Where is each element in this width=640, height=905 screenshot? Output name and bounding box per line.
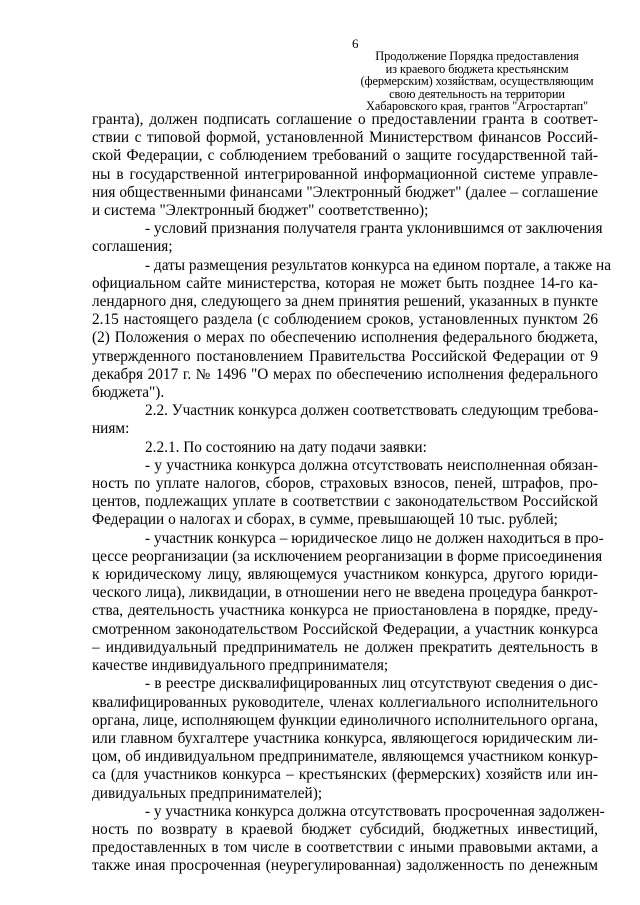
- text-line: лендарного дня, следующего за днем принятия решений, указанных в пункте: [92, 293, 598, 311]
- text-line: ния общественными финансами "Электронный бюджет" (далее – соглашение: [92, 183, 598, 201]
- paragraph: [92, 675, 598, 802]
- paragraph: [92, 220, 603, 256]
- body-text: [92, 111, 612, 876]
- paragraph: [92, 457, 598, 530]
- text-line: са (для участников конкурса – крестьянских (фермерских) хозяйств или ин-: [92, 766, 598, 784]
- text-line: - у участника конкурса должна отсутствовать неисполненная обязан-: [145, 456, 598, 474]
- text-line: ствии с типовой формой, установленной Министерством финансов Россий-: [92, 129, 598, 147]
- text-line: официальном сайте министерства, которая не может быть позднее 14-го ка-: [92, 274, 598, 292]
- text-line: или главном бухгалтере участника конкурса, являющегося юридическим ли-: [92, 729, 598, 747]
- text-line: ческого лица), ликвидации, в отношении него не введена процедура банкрот-: [92, 584, 598, 602]
- text-line: ской Федерации, с соблюдением требований о защите государственной тай-: [92, 147, 598, 165]
- text-line: качестве индивидуального предпринимателя;: [92, 657, 389, 675]
- text-line: соглашения;: [92, 238, 173, 256]
- text-line: цом, об индивидуальном предпринимателе, являющемся участником конкур-: [92, 748, 598, 766]
- text-line: квалифицированных руководителе, членах коллегиального исполнительного: [92, 693, 598, 711]
- text-line: центов, подлежащих уплате в соответствии с законодательством Российской: [92, 493, 598, 511]
- paragraph: [92, 802, 605, 876]
- text-line: 2.2.1. По состоянию на дату подачи заявки:: [145, 438, 427, 456]
- paragraph: [92, 256, 612, 403]
- text-line: (2) Положения о мерах по обеспечению исполнения федерального бюджета,: [92, 329, 598, 347]
- text-line: ность по возврату в краевой бюджет субсидий, бюджетных инвестиций,: [92, 820, 598, 838]
- running-header-line: Хабаровского края, грантов "Агростартап": [366, 99, 588, 114]
- text-line: - в реестре дисквалифицированных лиц отсутствуют сведения о дис-: [145, 675, 598, 693]
- running-header-line: из краевого бюджета крестьянским: [385, 61, 569, 76]
- running-header-line: Продолжение Порядка предоставления: [375, 49, 579, 63]
- page-number: 6: [352, 36, 359, 51]
- paragraph: [92, 111, 598, 220]
- text-line: - условий признания получателя гранта уклонившимся от заключения: [145, 220, 603, 238]
- running-header-line: свою деятельность на территории: [389, 86, 565, 101]
- text-line: дивидуальных предпринимателей);: [92, 784, 323, 802]
- text-line: и система "Электронный бюджет" соответственно);: [92, 202, 429, 220]
- text-line: - у участника конкурса должна отсутствовать просроченная задолжен-: [145, 802, 605, 820]
- text-line: – индивидуальный предприниматель не должен прекратить деятельность в: [92, 638, 598, 656]
- running-header-line: (фермерским) хозяйствам, осуществляющим: [360, 74, 594, 89]
- text-line: ны в государственной интегрированной информационной системе управле-: [92, 165, 598, 183]
- text-line: декабря 2017 г. № 1496 "О мерах по обеспечению исполнения федерального: [92, 365, 598, 383]
- text-line: Федерации о налогах и сборах, в сумме, превышающей 10 тыс. рублей;: [92, 511, 558, 529]
- text-line: к юридическому лицу, являющемуся участником конкурса, другого юриди-: [92, 566, 598, 584]
- paragraph: [92, 529, 604, 676]
- text-line: 2.2. Участник конкурса должен соответствовать следующим требова-: [145, 402, 599, 420]
- text-line: предоставленных в том числе в соответствии с иными правовыми актами, а: [92, 839, 598, 857]
- text-line: ность по уплате налогов, сборов, страховых взносов, пеней, штрафов, про-: [92, 475, 598, 493]
- running-header: [330, 50, 624, 113]
- text-line: ства, деятельность участника конкурса не приостановлена в порядке, преду-: [92, 602, 598, 620]
- text-line: гранта), должен подписать соглашение о предоставлении гранта в соответ-: [92, 111, 598, 128]
- text-line: утвержденного постановлением Правительства Российской Федерации от 9: [92, 347, 598, 365]
- text-line: смотренном законодательством Российской Федерации, а участник конкурса: [92, 620, 598, 638]
- text-line: бюджета").: [92, 384, 165, 402]
- text-line: органа, лице, исполняющем функции единоличного исполнительного органа,: [92, 711, 598, 729]
- text-line: 2.15 настоящего раздела (с соблюдением сроков, установленных пунктом 26: [92, 311, 598, 329]
- text-line: ниям:: [92, 420, 130, 438]
- text-line: цессе реорганизации (за исключением реорганизации в форме присоединения: [92, 547, 603, 565]
- paragraph: [92, 402, 598, 438]
- text-line: - даты размещения результатов конкурса на едином портале, а также на: [145, 256, 612, 274]
- text-line: - участник конкурса – юридическое лицо не должен находиться в про-: [145, 529, 604, 547]
- paragraph: [92, 439, 598, 457]
- text-line: также иная просроченная (неурегулированная) задолженность по денежным: [92, 857, 598, 875]
